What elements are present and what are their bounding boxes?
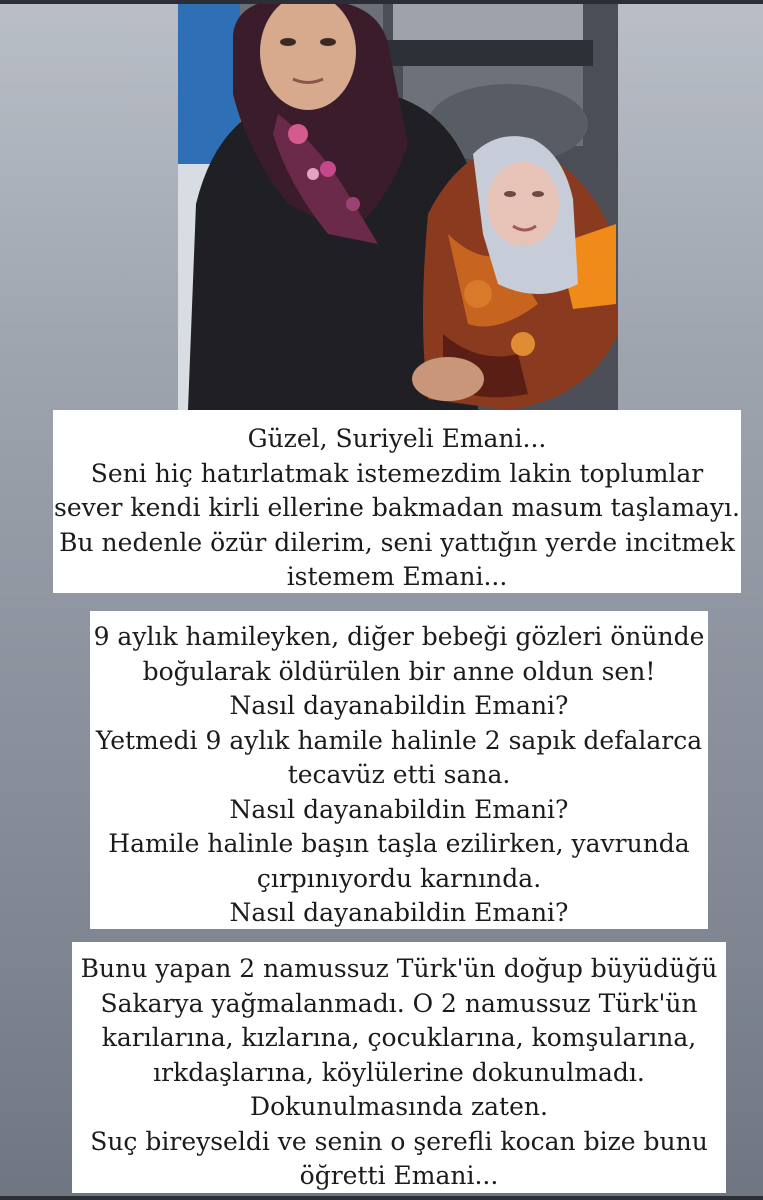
- text-line: Güzel, Suriyeli Emani...: [247, 424, 547, 453]
- text-line: öğretti Emani...: [299, 1161, 499, 1190]
- text-line: çırpınıyordu karnında.: [256, 863, 542, 893]
- text-line: Dokunulmasında zaten.: [250, 1092, 548, 1121]
- photo: [178, 4, 618, 410]
- text-line: istemem Emani...: [286, 562, 508, 591]
- text-line: Yetmedi 9 aylık hamile halinle 2 sapık defalarca: [95, 725, 703, 755]
- text-line: boğularak öldürülen bir anne oldun sen!: [142, 656, 656, 686]
- text-line: Suç bireyseldi ve senin o şerefli kocan bize bunu: [90, 1126, 708, 1156]
- text-line: Bu nedenle özür dilerim, seni yattığın yerde incitmek: [59, 527, 735, 557]
- text-line: Nasıl dayanabildin Emani?: [229, 794, 569, 824]
- bottom-edge: [0, 1196, 763, 1200]
- text-line: Sakarya yağmalanmadı. O 2 namussuz Türk'ün: [100, 988, 698, 1018]
- text-line: Hamile halinle başın taşla ezilirken, yavrunda: [108, 829, 690, 858]
- text-line: sever kendi kirli ellerine bakmadan masum taşlamayı.: [53, 493, 740, 522]
- text-line: Seni hiç hatırlatmak istemezdim lakin toplumlar: [90, 458, 704, 488]
- text-line: karılarına, kızlarına, çocuklarına, komşularına,: [101, 1023, 697, 1052]
- text-line: Nasıl dayanabildin Emani?: [229, 898, 569, 927]
- photo-mother-holding-baby-icon: [178, 4, 618, 410]
- text-line: Bunu yapan 2 namussuz Türk'ün doğup büyüdüğü: [80, 954, 718, 983]
- text-line: ırkdaşlarına, köylülerine dokunulmadı.: [153, 1057, 645, 1087]
- text-box-2: [90, 611, 708, 929]
- text-box-3: [72, 942, 726, 1193]
- text-line: 9 aylık hamileyken, diğer bebeği gözleri önünde: [93, 622, 705, 651]
- text-box-1: [53, 410, 741, 593]
- text-line: Nasıl dayanabildin Emani?: [229, 691, 569, 720]
- text-line: tecavüz etti sana.: [287, 760, 511, 789]
